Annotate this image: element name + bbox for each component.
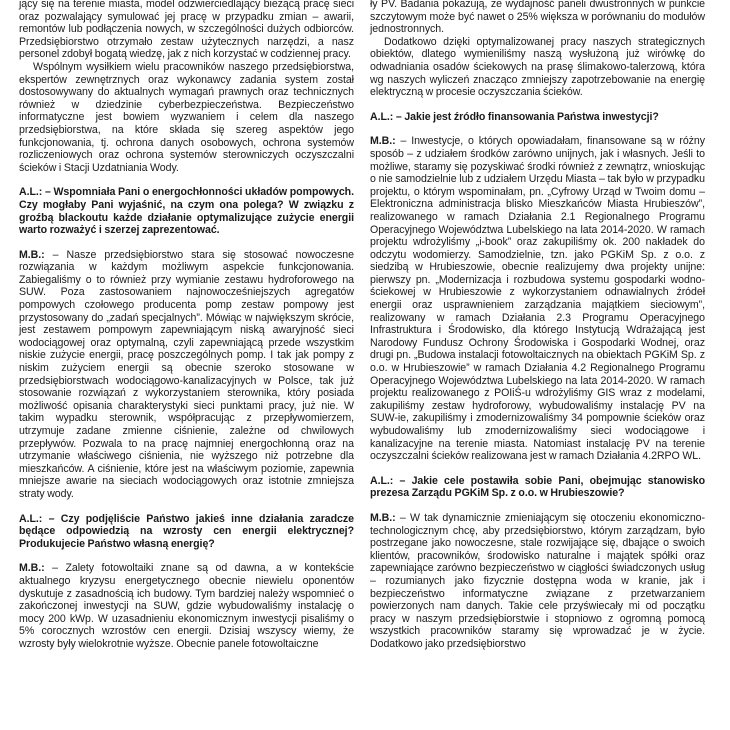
interview-question	[370, 475, 705, 500]
interview-answer	[370, 512, 705, 651]
interview-answer	[370, 135, 705, 462]
speaker-label: M.B.:	[19, 562, 45, 575]
speaker-label: M.B.:	[370, 135, 396, 148]
question-text: – Jakie jest źródło finansowania Państwa inwestycji?	[393, 110, 659, 123]
speaker-label: A.L.:	[19, 512, 43, 525]
speaker-label: A.L.:	[370, 110, 394, 123]
spacer	[19, 237, 354, 249]
spacer	[370, 123, 705, 135]
speaker-label: A.L.:	[19, 186, 43, 199]
speaker-label: M.B.:	[370, 511, 396, 524]
interview-question	[370, 111, 705, 124]
answer-text: – Inwestycje, o których opowiadałam, finansowane są w różny sposób – z udziałem środków zarówno unijnych, jak i własnych. Jeśli to możliwe, staramy się pozyskiwać środki również z zewnątrz, wnioskując o nie samodzielnie lub z udziałem Urzędu Miasta – tak było w przypadku projektu, o którym wspominałam, pn. „Cyfrowy Urząd w Twoim domu – Elektroniczna administracja blisko Mieszkańców Miasta Hrubieszów”, realizowanego w ramach Działania 2.1 Regionalnego Programu Operacyjnego Województwa Lubelskiego na lata 2014-2020. W ramach projektu wdrożyliśmy „i-book” oraz zakupiliśmy ok. 200 nakładek do odczytu wodomierzy. Samodzielnie, tzn. jako PGKiM Sp. z o.o. z siedzibą w Hrubieszowie, obecnie realizujemy dwa projekty unijne: pierwszy pn. „Modernizacja i rozbudowa systemu gospodarki wodno-ściekowej w Hrubieszowie z wykorzystaniem odnawialnych źródeł energii oraz usprawnieniem zarządzania majątkiem sieciowym”, realizowany w ramach Działania 2.3 Programu Operacyjnego Infrastruktura i Środowisko, dla którego Instytucją Wdrażającą jest Narodowy Fundusz Ochrony Środowiska i Gospodarki Wodnej, oraz drugi pn. „Budowa instalacji fotowoltaicznych na obiektach PGKiM Sp. z o.o. w Hrubieszowie” w ramach Działania 4.2 Regionalnego Programu Operacyjnego Województwa Lubelskiego na lata 2014-2020. W ramach projektu realizowanego z POIiŚ-u wdrożyliśmy GIS wraz z modelami, zakupiliśmy zestaw hydroforowy, wybudowaliśmy instalację PV na SUW-ie, zakupiliśmy i zmodernizowaliśmy 34 pompownie ścieków oraz wybudowaliśmy lub zmodernizowaliśmy sieci wodociągowe i kanalizacyjne na terenie miasta. Natomiast instalację PV na terenie oczyszczalni ścieków realizowana jest w ramach Działania 4.2RPO WL.	[370, 135, 705, 463]
question-text: – Czy podjęliście Państwo jakieś inne działania zaradcze będące odpowiedzią na wzrosty cen energii elektrycznej? Produkujecie Państwo własną energię?	[19, 512, 354, 550]
spacer	[19, 501, 354, 513]
spacer	[370, 463, 705, 475]
interview-question	[19, 513, 354, 551]
left-column	[19, 0, 354, 651]
speaker-label: A.L.:	[370, 474, 394, 487]
spacer	[370, 500, 705, 512]
paragraph: Dodatkowo dzięki optymalizowanej pracy naszych strategicznych obiektów, dlatego wymieniliśmy naszą wysłużoną już wirówkę do odwadniania osadów ściekowych na prasę ślimakowo-talerzową, która wg naszych wyliczeń znacząco zmniejszy zapotrzebowanie na energię elektryczną w procesie oczyszczania ścieków.	[370, 35, 705, 99]
paragraph: Wspólnym wysiłkiem wielu pracowników naszego przedsiębiorstwa, ekspertów zewnętrznych oraz wykonawcy zadania system został dostosowywany do aktualnych wymagań prawnych oraz technicznych również w dziedzinie cyberbezpieczeństwa. Bezpieczeństwo informatyczne jest bowiem wyzwaniem i celem dla naszego przedsiębiorstwa, na które składa się szereg aspektów jego funkcjonowania, tj. ochrona danych osobowych, ochrona systemów rozliczeniowych oraz ochrona systemów sterowniczych oczyszczalni ścieków i Stacji Uzdatniania Wody.	[19, 60, 354, 174]
paragraph: jący się na terenie miasta, model odzwierciedlający bieżącą pracę sieci oraz pozwalający symulować jej pracę w przypadku zmian – awarii, remontów lub podłączenia nowych, w szczególności dużych odbiorców. Przedsiębiorstwo otrzymało zestaw użytecznych narzędzi, a nasz personel zdobył bogatą wiedzę, jak z nich korzystać w codziennej pracy.	[19, 0, 354, 61]
answer-text: – Zalety fotowoltaiki znane są od dawna, a w kontekście aktualnego kryzysu energetycznego obecnie niewielu oponentów dyskutuje z zasadnością ich budowy. Tym bardziej należy wspomnieć o zakończonej inwestycji na SUW, gdzie wybudowaliśmy instalację o mocy 200 kWp. W uzasadnieniu ekonomicznym inwestycji pisaliśmy o 5% corocznych wzrostów cen energii. Dzisiaj wszyscy wiemy, że wzrosty były wielokrotnie wyższe. Obecnie panele fotowoltaiczne	[19, 562, 354, 650]
right-column	[370, 0, 705, 651]
answer-text: – Nasze przedsiębiorstwo stara się stosować nowoczesne rozwiązania w każdym możliwym aspekcie funkcjonowania. Zabiegaliśmy o to również przy wymianie zestawu hydroforowego na SUW. Poza zastosowaniem najnowocześniejszych agregatów pompowych czołowego producenta pomp zestaw pompowy jest przystosowany do „zadań specjalnych”. Mówiąc w największym skrócie, jest zestawem pompowym zapewniającym niską awaryjność sieci wodociągowej oraz optymalną, czyli zapewniającą przede wszystkim niskie zużycie energii, pracę poszczególnych pomp. I tak jak pompy z niskim zużyciem energii są obecnie szeroko stosowane w przedsiębiorstwach wodociągowo-kanalizacyjnych w Polsce, tak już stosowanie rozwiązań z wykorzystaniem sterownika, który posiada możliwość opisania charakterystyki sieci punktami pracy, już nie. W takim wypadku sterownik, współpracując z przepływomierzem, utrzymuje zadane zmienne ciśnienie, zależne od chwilowych przepływów. Pozwala to na pracę najmniej energochłonną oraz na utrzymanie właściwego ciśnienia, nie wyższego niż potrzebne dla mieszkańców. A ciśnienie, które jest na właściwym poziomie, zapewnia mniejsze awarie na sieciach wodociągowych oraz istotnie zmniejsza straty wody.	[19, 248, 354, 500]
interview-answer	[19, 562, 354, 650]
interview-question	[19, 186, 354, 236]
interview-answer	[19, 249, 354, 501]
paragraph: ły PV. Badania pokazują, że wydajność paneli dwustronnych w punkcie szczytowym może być nawet o 25% większa w porównaniu do modułów jednostronnych.	[370, 0, 705, 36]
answer-text: – W tak dynamicznie zmieniającym się otoczeniu ekonomiczno-technologicznym chcę, aby przedsiębiorstwo, którym zarządzam, było postrzegane jako nowoczesne, stale rozwijające się, dbające o swoich klientów, pracowników, środowisko naturalne i majątek spółki oraz zapewniające zarówno bezpieczeństwo w ciągłości świadczonych usług – rozumianych jako fizycznie dostępna woda w kranie, jak i bezpieczeństwo informatyczne związane z przetwarzaniem powierzonych nam danych. Takie cele przyświecały mi od początku pracy w naszym przedsiębiorstwie i stopniowo z ogromną pomocą wszystkich pracowników staramy się wprowadzać je w życie. Dodatkowo jako przedsiębiorstwo	[370, 511, 705, 650]
spacer	[19, 174, 354, 186]
speaker-label: M.B.:	[19, 248, 45, 261]
question-text: – Wspomniała Pani o energochłonności układów pompowych. Czy mogłaby Pani wyjaśnić, na czym ona polega? W związku z groźbą blackoutu każde działanie optymalizujące zużycie energii warto rozważyć i szerzej zaprezentować.	[19, 186, 354, 237]
question-text: – Jakie cele postawiła sobie Pani, obejmując stanowisko prezesa Zarządu PGKiM Sp. z o.o. w Hrubieszowie?	[370, 474, 705, 500]
spacer	[370, 99, 705, 111]
spacer	[19, 550, 354, 562]
